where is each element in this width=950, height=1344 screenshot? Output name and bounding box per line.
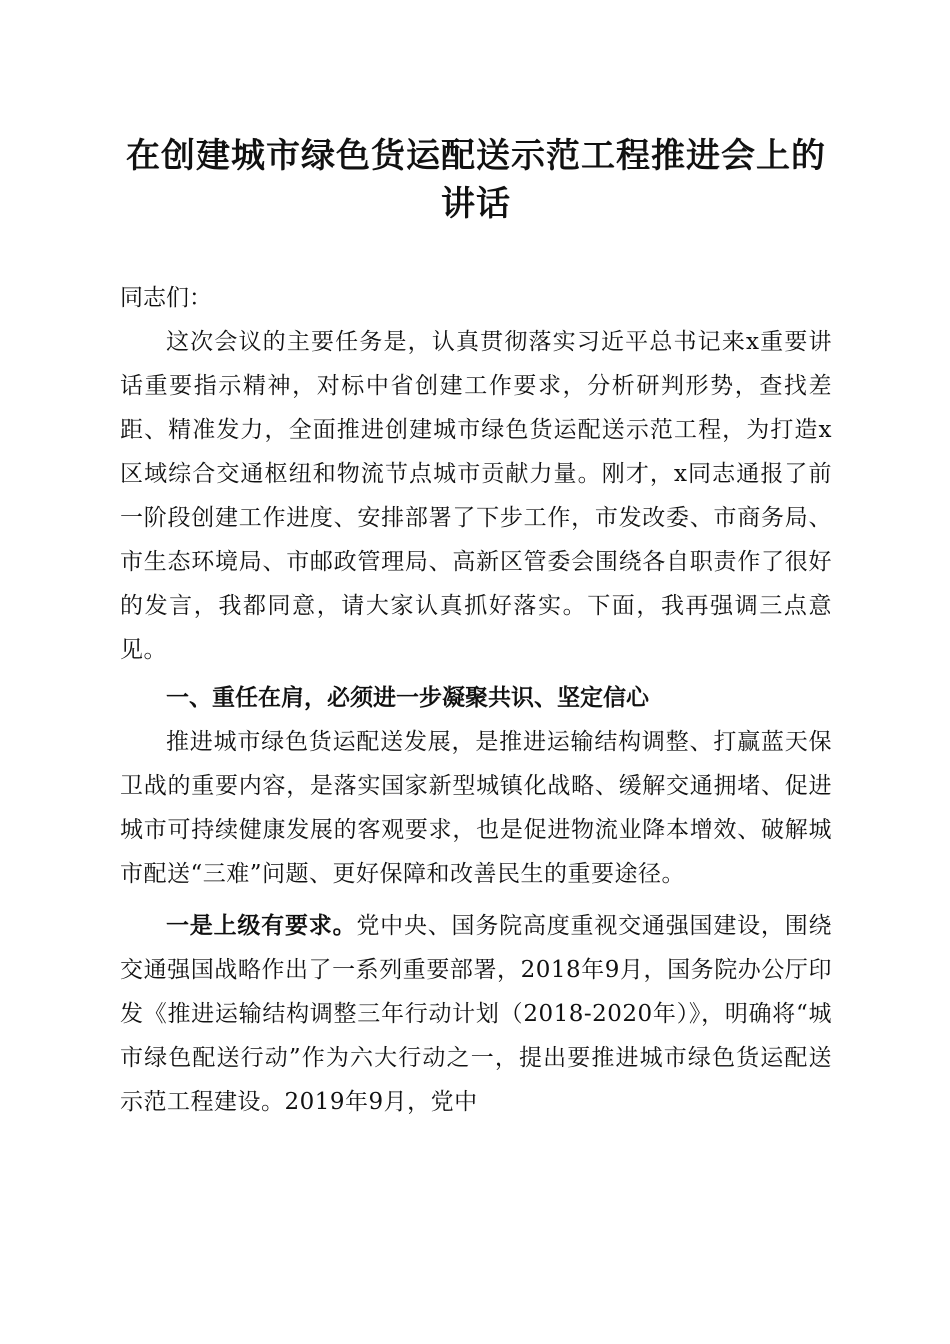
document-page bbox=[120, 132, 832, 1124]
point-1-paragraph bbox=[120, 904, 832, 1124]
document-title: 在创建城市绿色货运配送示范工程推进会上的讲话 bbox=[126, 136, 826, 224]
section-1-paragraph: 推进城市绿色货运配送发展，是推进运输结构调整、打赢蓝天保卫战的重要内容，是落实国家新型城镇化战略、缓解交通拥堵、促进城市可持续健康发展的客观要求，也是促进物流业降本增效、破解城市配送“三难”问题、更好保障和改善民生的重要途径。 bbox=[120, 729, 832, 887]
salutation: 同志们： bbox=[120, 285, 212, 311]
point-1-text: 党中央、国务院高度重视交通强国建设，围绕交通强国战略作出了一系列重要部署，2018年9月，国务院办公厅印发《推进运输结构调整三年行动计划（2018-2020年）》，明确将“城市绿色配送行动”作为六大行动之一，提出要推进城市绿色货运配送示范工程建设。2019年9月，党中 bbox=[120, 913, 833, 1115]
intro-paragraph: 这次会议的主要任务是，认真贯彻落实习近平总书记来x重要讲话重要指示精神，对标中省创建工作要求，分析研判形势，查找差距、精准发力，全面推进创建城市绿色货运配送示范工程，为打造x区域综合交通枢纽和物流节点城市贡献力量。刚才，x同志通报了前一阶段创建工作进度、安排部署了下步工作，市发改委、市商务局、市生态环境局、市邮政管理局、高新区管委会围绕各自职责作了很好的发言，我都同意，请大家认真抓好落实。下面，我再强调三点意见。 bbox=[120, 329, 832, 663]
point-1-lead: 一是上级有要求。 bbox=[166, 913, 357, 939]
section-1-heading: 一、重任在肩，必须进一步凝聚共识、坚定信心 bbox=[166, 685, 649, 711]
